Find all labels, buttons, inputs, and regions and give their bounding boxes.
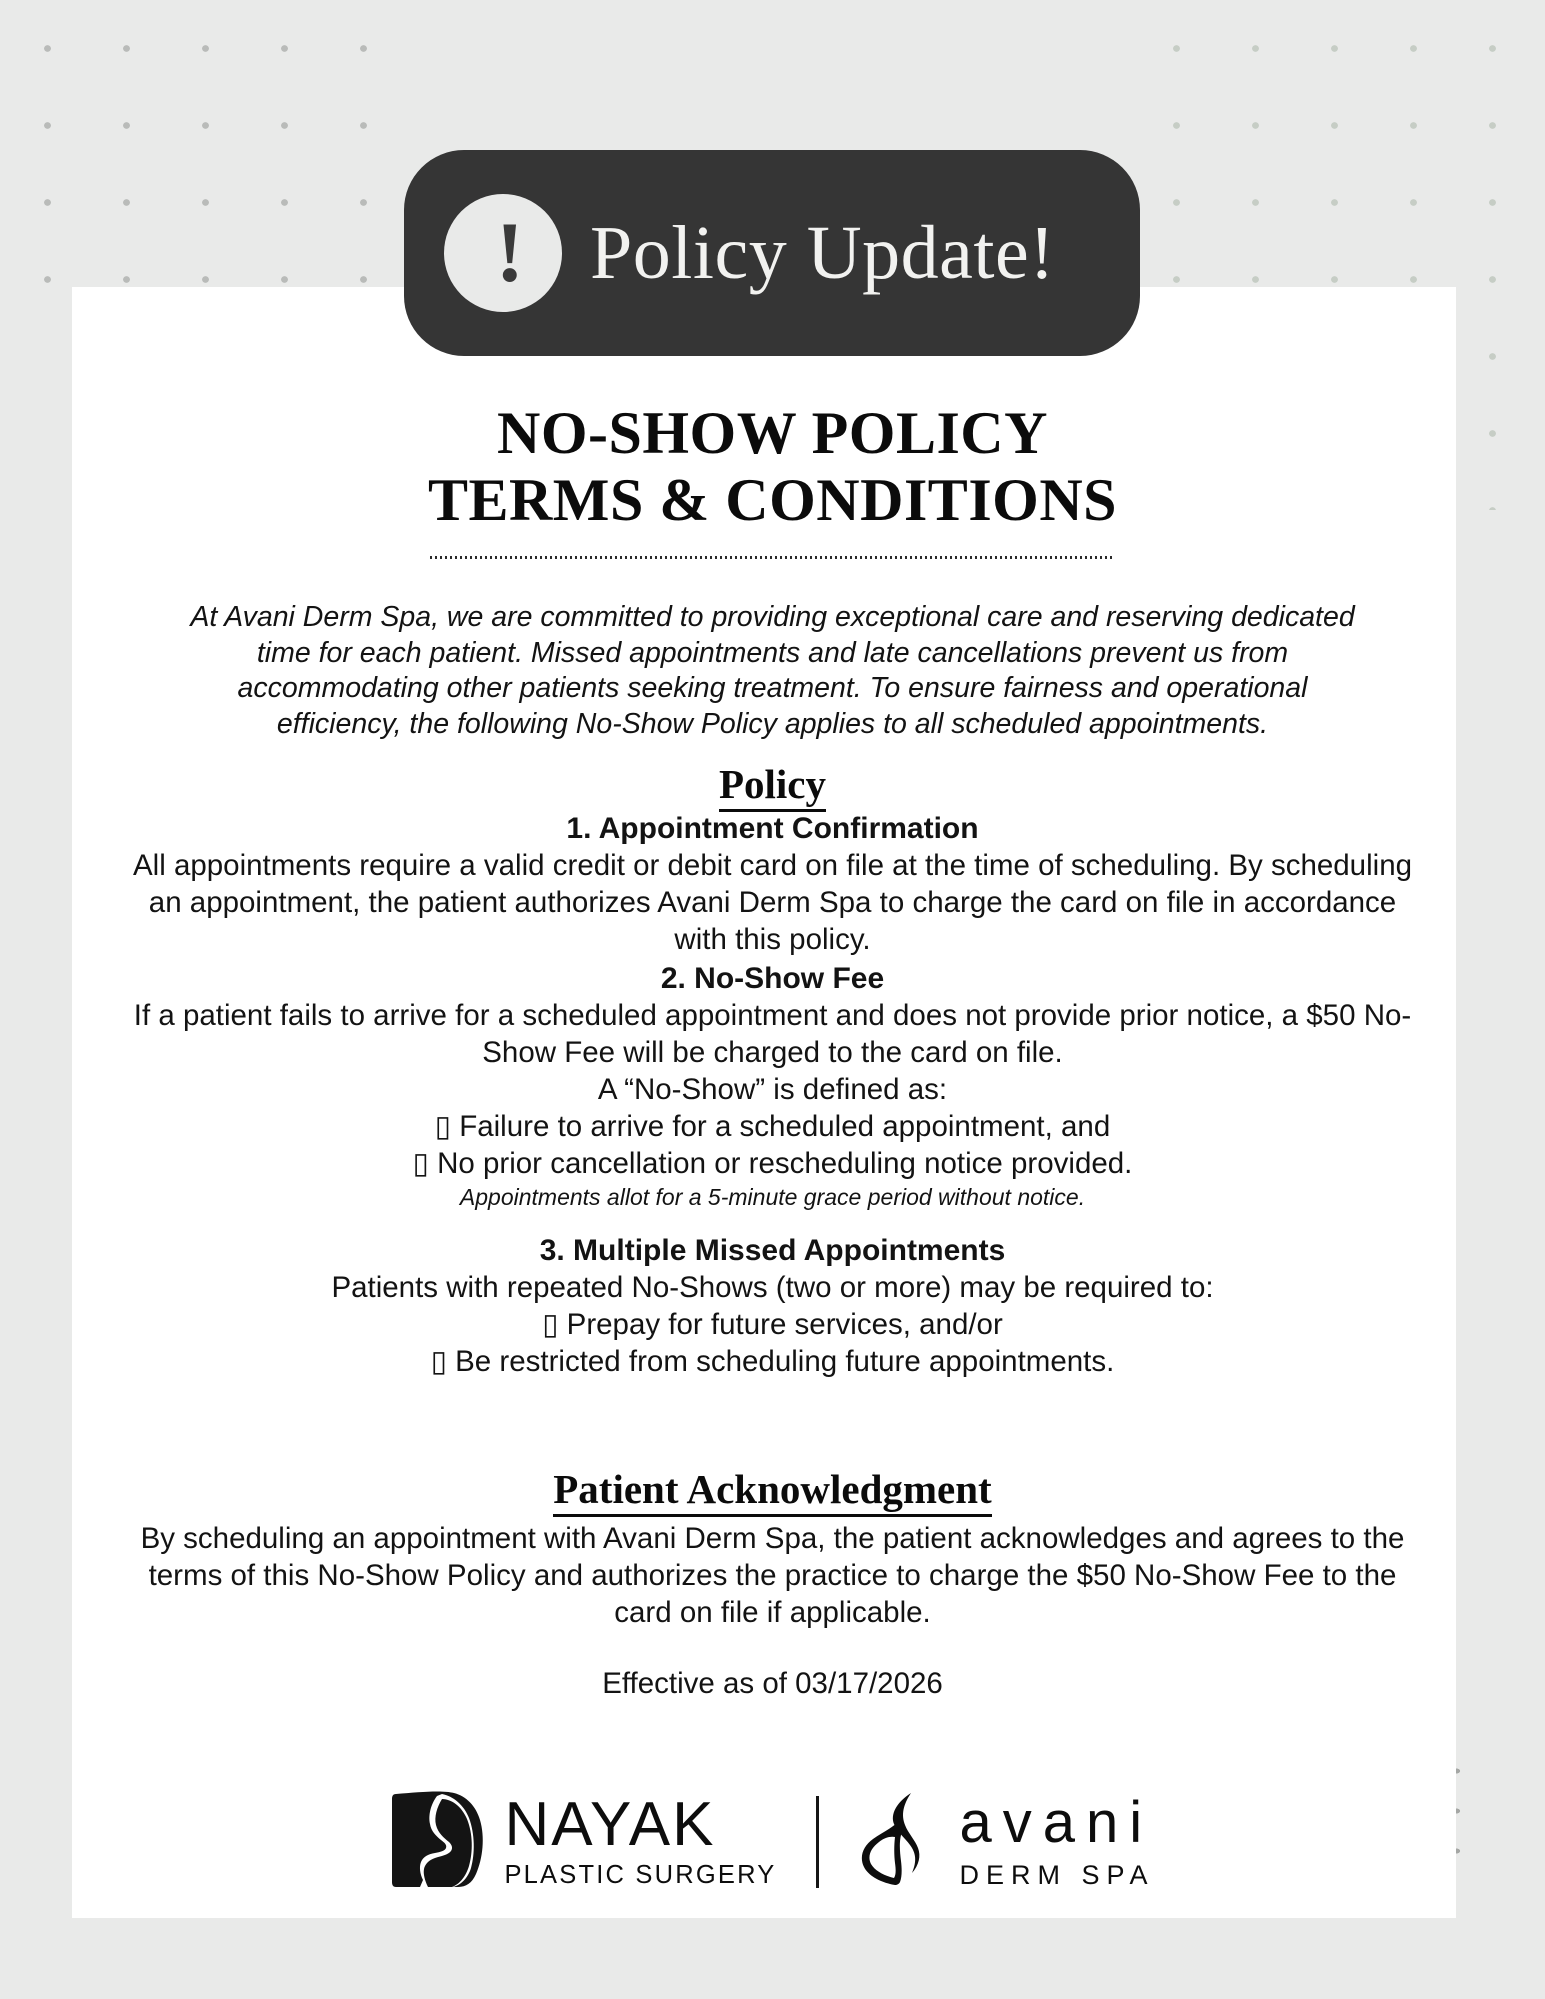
policy-section-1-body: All appointments require a valid credit or debit card on file at the time of scheduling. By scheduling an appointment, the patient authorizes Avani Derm Spa to charge the card on file in accordance with this policy.	[132, 849, 1413, 956]
page-title-line-2: TERMS & CONDITIONS	[427, 467, 1118, 534]
nayak-name: NAYAK	[504, 1790, 716, 1860]
bullet-glyph: ▯	[542, 1308, 559, 1341]
policy-section-3	[120, 1232, 1425, 1380]
avani-wordmark	[959, 1790, 1155, 1890]
footer-logos	[0, 1790, 1545, 1893]
policy-section-3-subheading: 3. Multiple Missed Appointments	[539, 1234, 1006, 1267]
bullet-glyph: ▯	[412, 1147, 429, 1180]
logo-separator	[816, 1796, 819, 1888]
exclamation-glyph: !	[495, 204, 525, 301]
list-item	[120, 1145, 1425, 1182]
grace-period-note: Appointments allot for a 5-minute grace period without notice.	[459, 1184, 1086, 1210]
avani-tagline: DERM SPA	[959, 1860, 1155, 1890]
policy-update-banner	[404, 150, 1140, 356]
page-title	[0, 400, 1545, 534]
exclamation-icon	[444, 194, 562, 312]
list-item	[120, 1108, 1425, 1145]
nayak-wordmark	[504, 1790, 777, 1890]
nayak-plastic-surgery-logo	[390, 1790, 776, 1893]
list-item	[120, 1343, 1425, 1380]
avani-derm-spa-logo	[859, 1791, 1154, 1892]
banner-title: Policy Update!	[590, 210, 1056, 295]
policy-heading-label: Policy	[719, 761, 826, 812]
policy-section-2-subheading: 2. No-Show Fee	[660, 962, 885, 995]
acknowledgment-heading-label: Patient Acknowledgment	[553, 1466, 991, 1517]
intro-paragraph: At Avani Derm Spa, we are committed to providing exceptional care and reserving dedicated time for each patient. Missed appointments and late cancellations prevent us from accommodating other patients seeking treatment. To ensure fairness and operational efficiency, the following No-Show Policy applies to all scheduled appointments.	[190, 601, 1355, 740]
list-item-label: Prepay for future services, and/or	[566, 1308, 1003, 1341]
policy-section-2-body: If a patient fails to arrive for a scheduled appointment and does not provide prior notice, a $50 No-Show Fee will be charged to the card on file.	[133, 999, 1412, 1069]
policy-section-3-body: Patients with repeated No-Shows (two or more) may be required to:	[331, 1271, 1214, 1304]
title-divider	[430, 556, 1115, 559]
acknowledgment-body: By scheduling an appointment with Avani Derm Spa, the patient acknowledges and agrees to the terms of this No-Show Policy and authorizes the practice to charge the $50 No-Show Fee to the card on file if applicable.	[140, 1522, 1405, 1629]
dot-pattern-top-left	[0, 0, 400, 320]
policy-section-2-definition-lead: A “No-Show” is defined as:	[597, 1073, 948, 1106]
page-title-line-1: NO-SHOW POLICY	[497, 400, 1048, 466]
policy-section-1-subheading: 1. Appointment Confirmation	[566, 812, 979, 845]
bullet-glyph: ▯	[434, 1110, 451, 1143]
list-item-label: No prior cancellation or rescheduling notice provided.	[437, 1147, 1133, 1180]
list-item-label: Failure to arrive for a scheduled appointment, and	[459, 1110, 1111, 1143]
policy-section-2	[120, 960, 1425, 1212]
flame-leaf-mark	[859, 1791, 939, 1892]
list-item	[120, 1306, 1425, 1343]
face-profile-mark	[390, 1790, 486, 1893]
policy-section-1	[120, 810, 1425, 958]
nayak-tagline: PLASTIC SURGERY	[504, 1861, 777, 1890]
list-item-label: Be restricted from scheduling future appointments.	[455, 1345, 1115, 1378]
policy-heading	[0, 760, 1545, 808]
effective-date: Effective as of 03/17/2026	[602, 1667, 943, 1700]
acknowledgment-heading	[0, 1465, 1545, 1513]
bullet-glyph: ▯	[430, 1345, 447, 1378]
avani-name: avani	[959, 1790, 1154, 1855]
